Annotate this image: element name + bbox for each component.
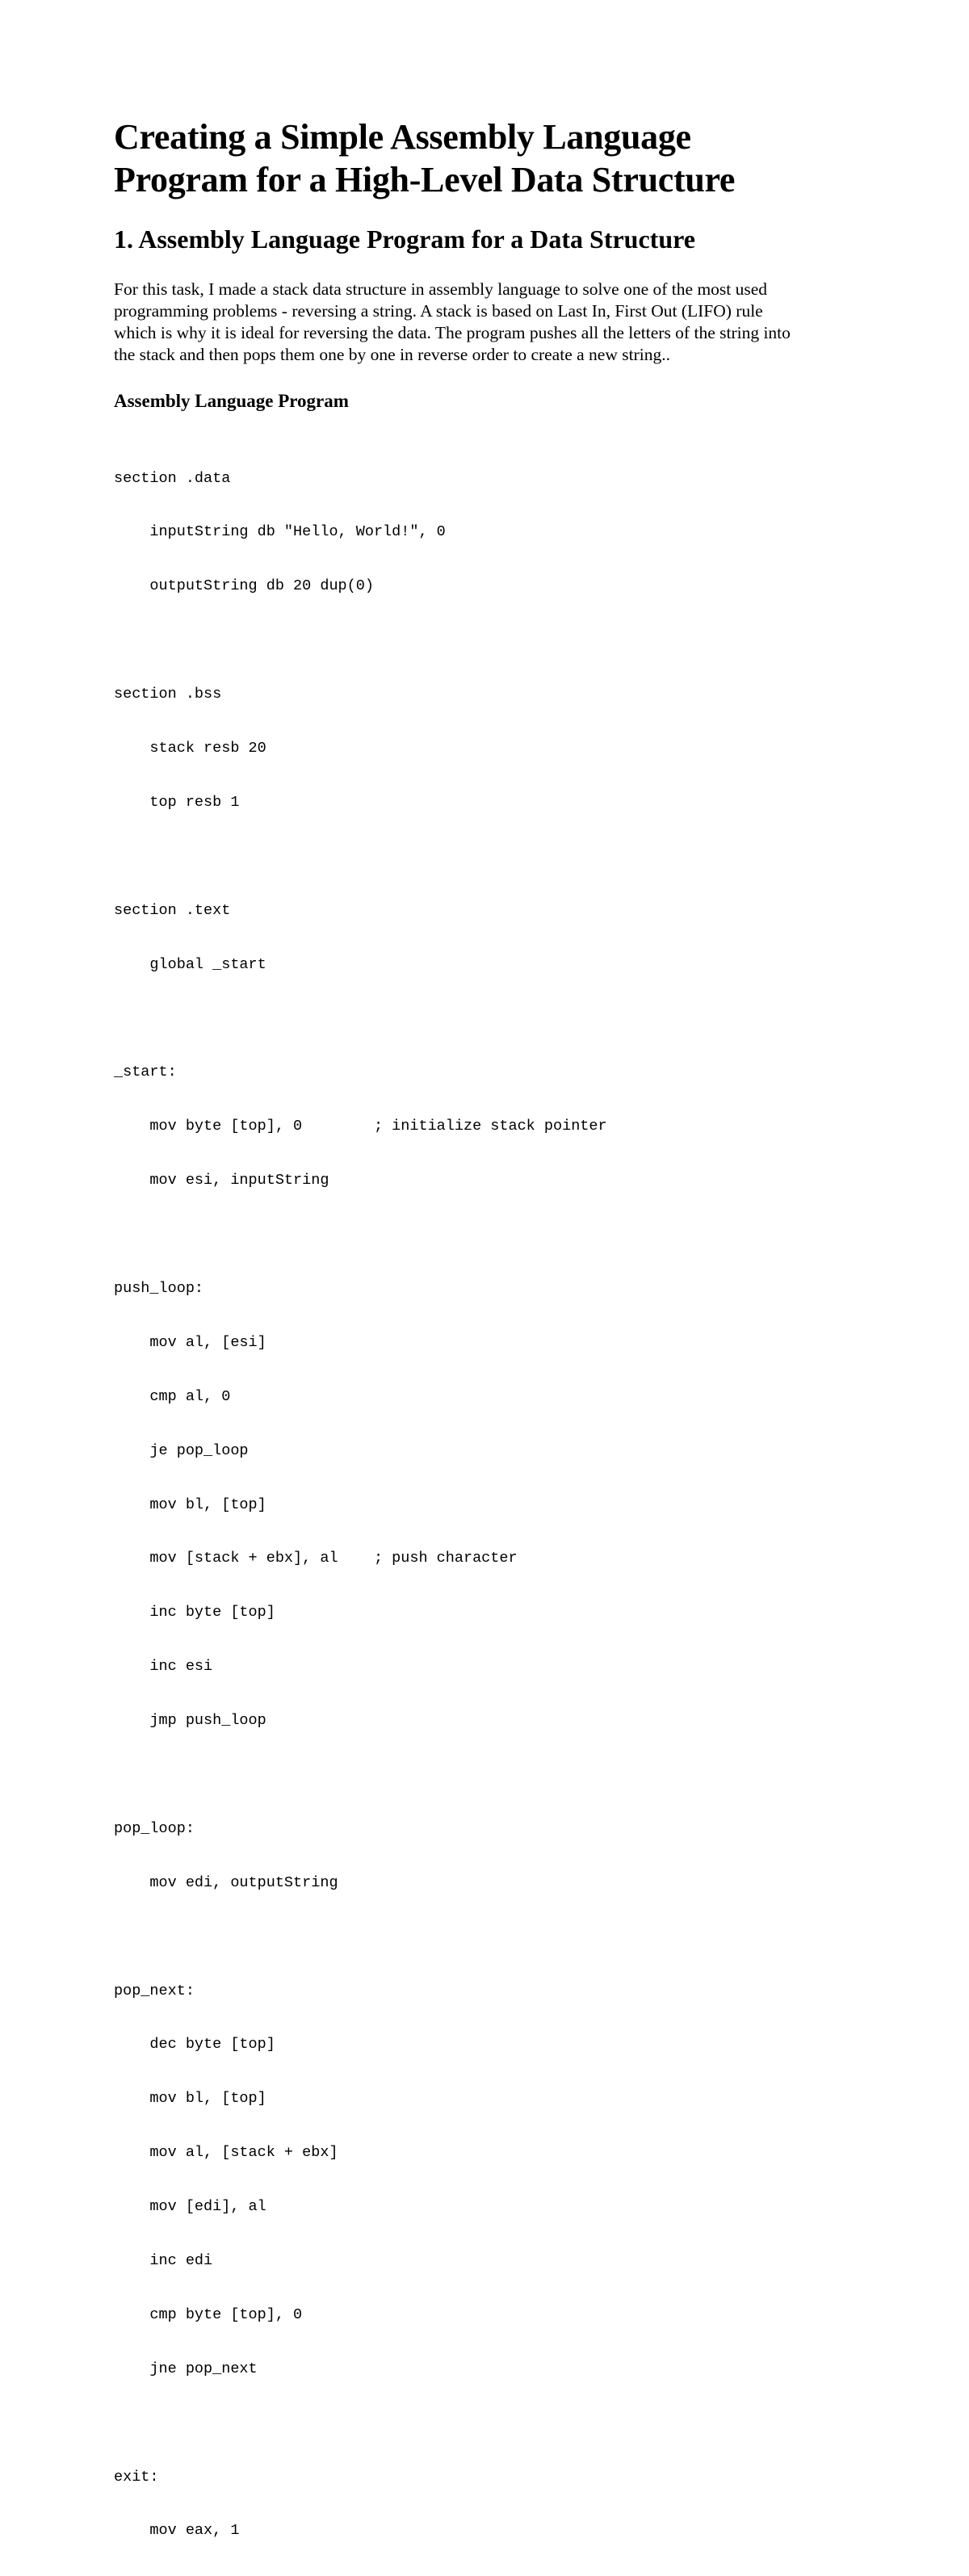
code-line: mov eax, 1 bbox=[114, 2522, 240, 2540]
code-line bbox=[114, 1010, 607, 1028]
code-line: mov al, [stack + ebx] bbox=[114, 2144, 338, 2162]
paragraph-line: programming problems - reversing a string. A stack is based on Last In, First Out (LIFO) rule bbox=[114, 301, 763, 321]
code-line bbox=[114, 1928, 607, 1946]
code-line: mov [stack + ebx], al ; push character bbox=[114, 1550, 518, 1567]
paragraph-line: which is why it is ideal for reversing the data. The program pushes all the letters of the string into bbox=[114, 323, 791, 342]
code-line: pop_next: bbox=[114, 1982, 195, 1999]
code-line: section .text bbox=[114, 901, 231, 919]
intro-paragraph bbox=[114, 279, 865, 366]
code-line: exit: bbox=[114, 2468, 159, 2486]
code-line: mov al, [esi] bbox=[114, 1333, 266, 1351]
document-title bbox=[114, 115, 735, 201]
code-line: mov [edi], al bbox=[114, 2198, 266, 2216]
paragraph-line: the stack and then pops them one by one in reverse order to create a new string.. bbox=[114, 345, 670, 364]
code-line: inc edi bbox=[114, 2251, 213, 2269]
code-line: jmp push_loop bbox=[114, 1712, 266, 1730]
code-line: top resb 1 bbox=[114, 793, 240, 811]
title-line: Creating a Simple Assembly Language bbox=[114, 117, 691, 157]
code-line: jne pop_next bbox=[114, 2360, 258, 2377]
code-line: mov edi, outputString bbox=[114, 1873, 338, 1891]
code-line: cmp al, 0 bbox=[114, 1387, 231, 1405]
code-line bbox=[114, 848, 607, 866]
code-block bbox=[114, 434, 607, 2576]
title-line: Program for a High-Level Data Structure bbox=[114, 160, 736, 199]
code-line: cmp byte [top], 0 bbox=[114, 2305, 303, 2323]
paragraph-line: For this task, I made a stack data structure in assembly language to solve one of the most used bbox=[114, 279, 768, 299]
code-line: section .data bbox=[114, 469, 231, 487]
code-line: section .bss bbox=[114, 686, 222, 703]
code-line: mov bl, [top] bbox=[114, 2090, 266, 2108]
code-line: mov byte [top], 0 ; initialize stack pointer bbox=[114, 1118, 607, 1135]
code-line: stack resb 20 bbox=[114, 740, 266, 757]
code-line: inc byte [top] bbox=[114, 1604, 275, 1622]
code-line: _start: bbox=[114, 1064, 177, 1081]
code-line: global _start bbox=[114, 955, 266, 973]
section-heading: 1. Assembly Language Program for a Data Structure bbox=[114, 224, 695, 254]
code-line bbox=[114, 1766, 607, 1784]
code-line bbox=[114, 631, 607, 649]
code-line: push_loop: bbox=[114, 1279, 204, 1297]
code-subheading: Assembly Language Program bbox=[114, 391, 349, 411]
code-line: je pop_loop bbox=[114, 1441, 249, 1459]
code-line: mov bl, [top] bbox=[114, 1496, 266, 1513]
code-line bbox=[114, 1226, 607, 1244]
code-line: dec byte [top] bbox=[114, 2036, 275, 2054]
code-line: mov esi, inputString bbox=[114, 1172, 329, 1189]
code-line: outputString db 20 dup(0) bbox=[114, 577, 374, 595]
code-line bbox=[114, 2414, 607, 2432]
code-line: inputString db "Hello, World!", 0 bbox=[114, 523, 446, 541]
code-line: inc esi bbox=[114, 1658, 213, 1676]
code-line: pop_loop: bbox=[114, 1819, 195, 1837]
